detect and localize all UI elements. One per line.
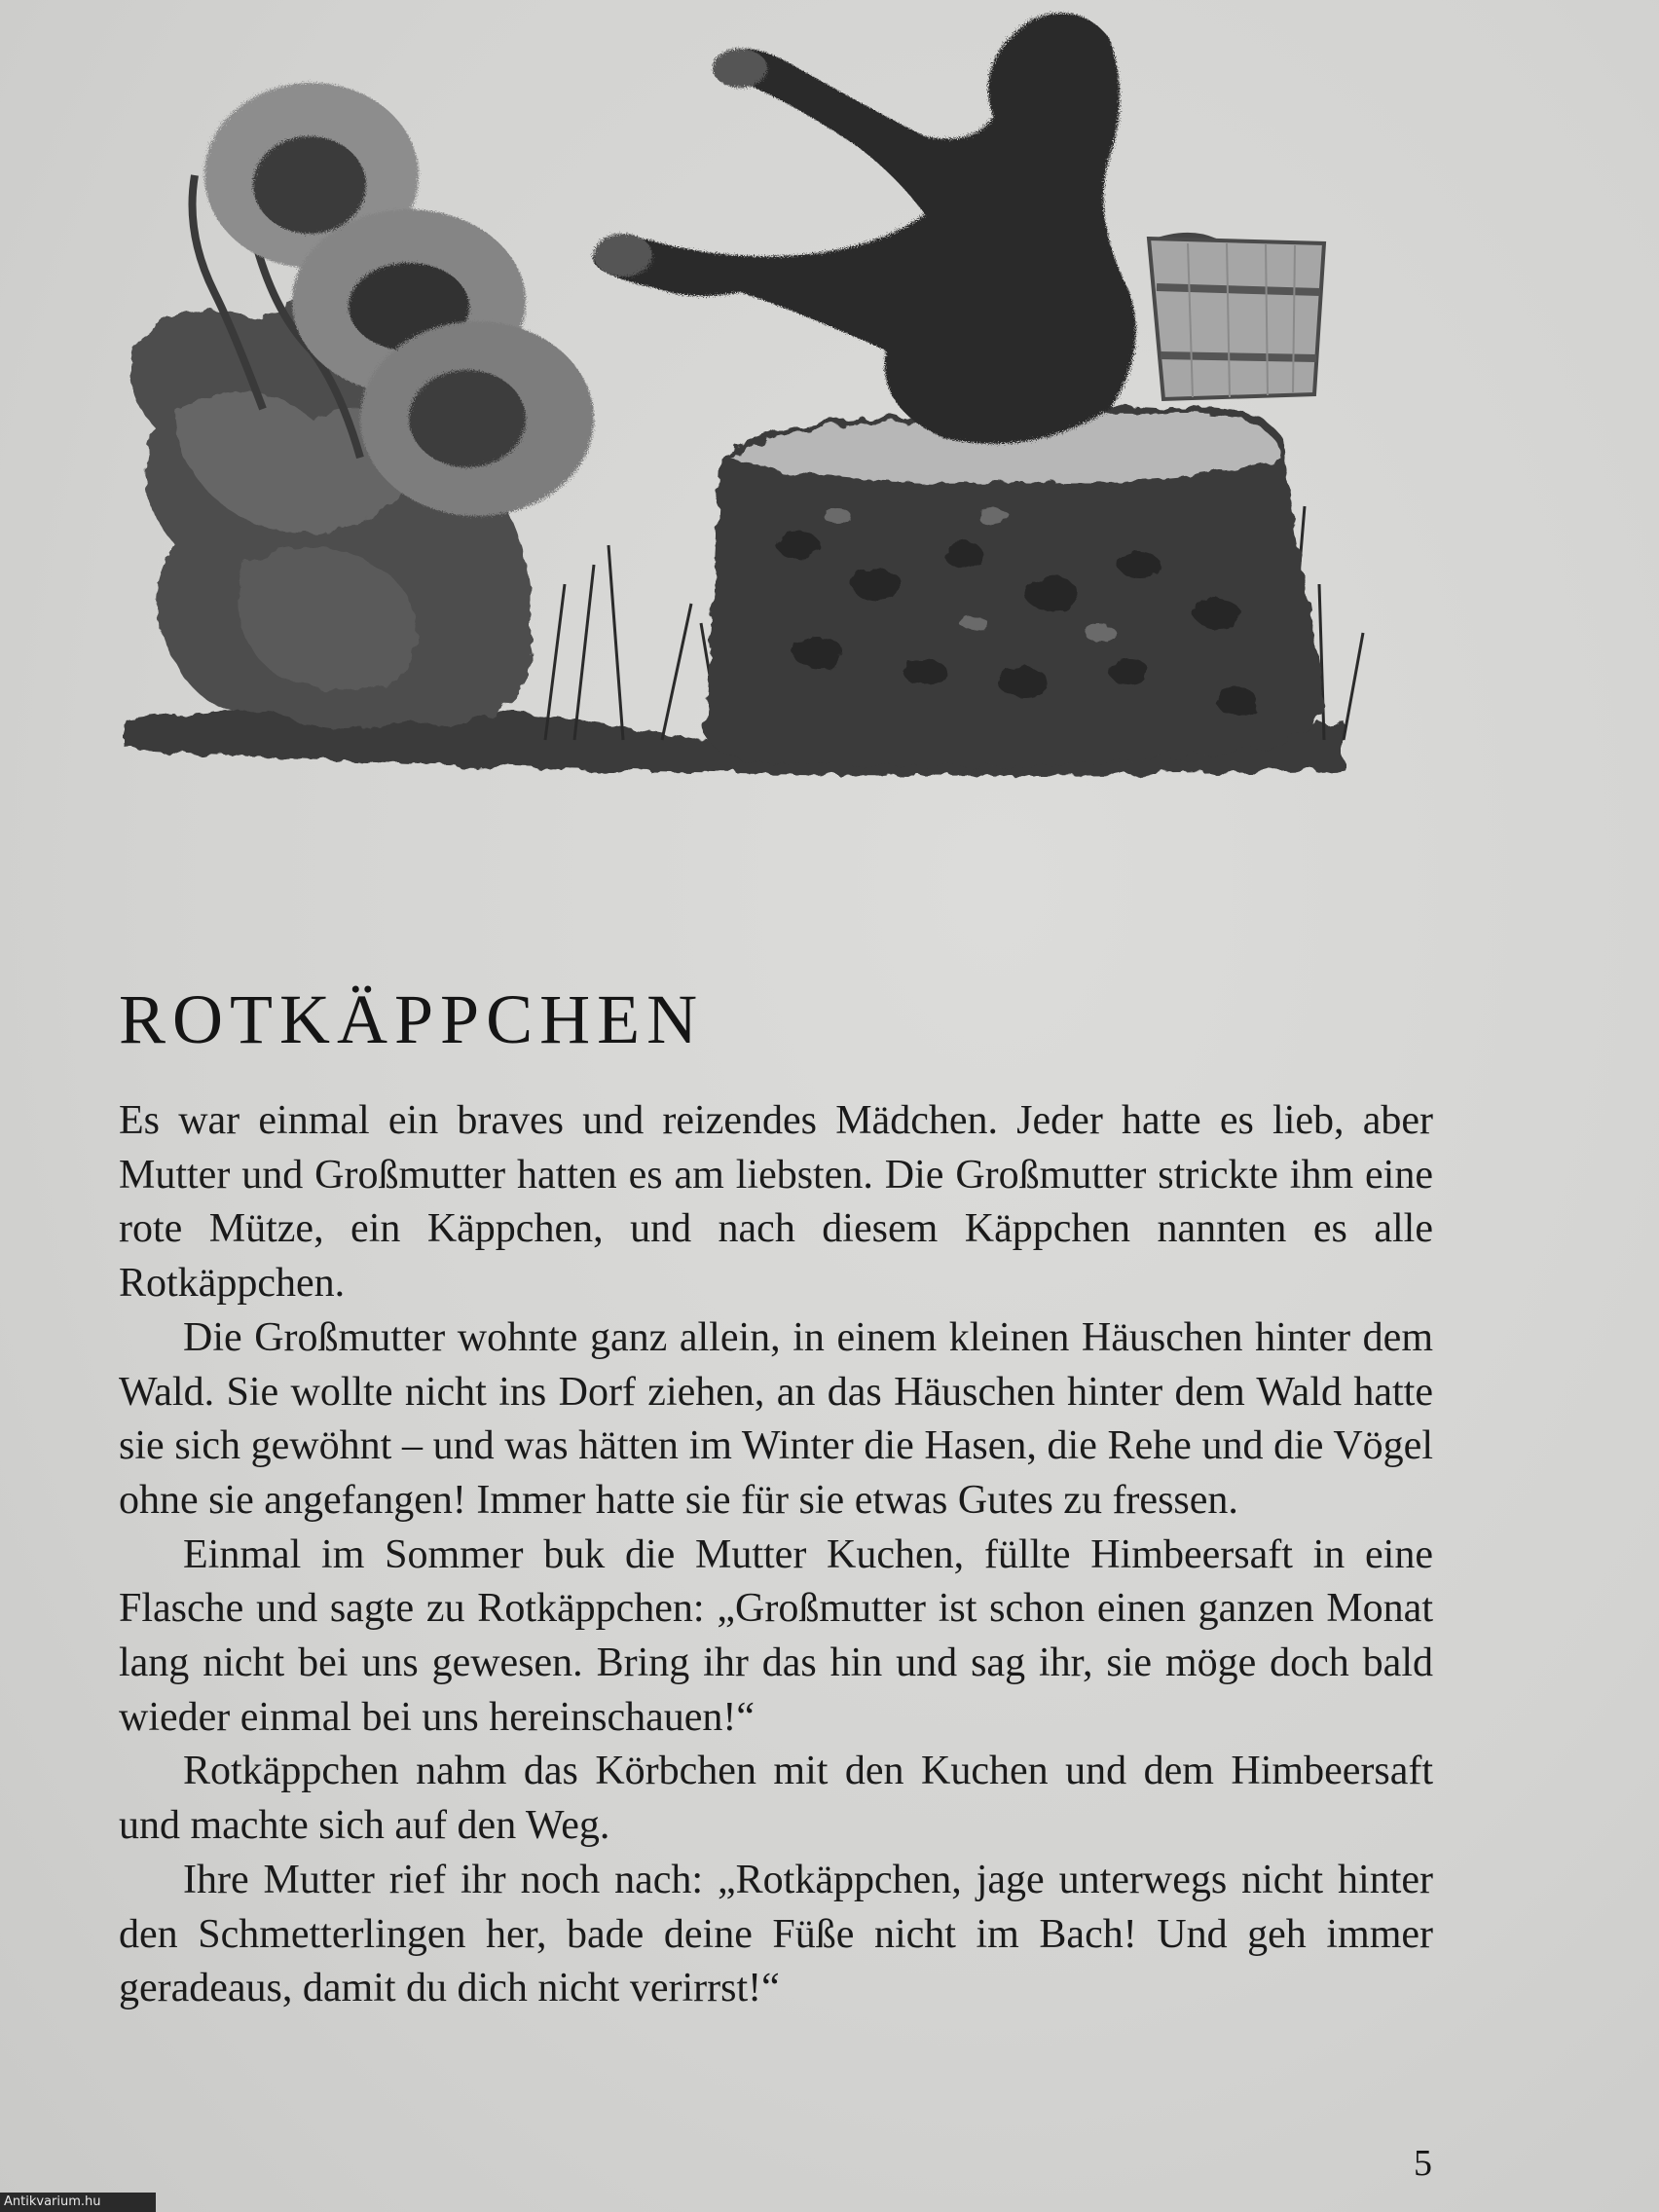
paragraph-3: Einmal im Sommer buk die Mutter Kuchen, füllte Himbeersaft in eine Flasche und sagte zu Rotkäppchen: „Großmutter ist schon einen ganzen Monat lang nicht bei uns gewesen. Bring ihr das hin und sag ihr, sie möge doch bald wieder einmal bei uns hereinschauen!“ <box>119 1531 1433 1740</box>
tree-stump <box>705 406 1324 767</box>
paragraph-4: Rotkäppchen nahm das Körbchen mit den Kuchen und dem Himbeersaft und machte sich auf den Weg. <box>119 1749 1433 1849</box>
bear-cub <box>593 13 1136 443</box>
story-title: ROTKÄPPCHEN <box>119 980 705 1059</box>
watermark: Antikvarium.hu <box>0 2193 156 2212</box>
paragraph-1: Es war einmal ein braves und reizendes Mädchen. Jeder hatte es lieb, aber Mutter und Großmutter hatten es am liebsten. Die Großmutter strickte ihm eine rote Mütze, ein Käppchen, und nach diesem Käppchen nannten es alle Rotkäppchen. <box>119 1098 1433 1307</box>
bucket <box>1149 236 1324 399</box>
page-number: 5 <box>1414 2143 1432 2184</box>
paragraph-5: Ihre Mutter rief ihr noch nach: „Rotkäppchen, jage unterwegs nicht hinter den Schmetterlingen her, bade deine Füße nicht im Bach! Und geh immer geradeaus, damit du dich nicht verirrst!“ <box>119 1857 1433 2011</box>
story-text <box>119 1094 1433 2016</box>
bear-on-stump-illustration <box>117 0 1441 789</box>
paragraph-2: Die Großmutter wohnte ganz allein, in einem kleinen Häuschen hinter dem Wald. Sie wollte nicht ins Dorf ziehen, an das Häuschen hinter dem Wald hatte sie sich gewöhnt – und was hätten im Winter die Hasen, die Rehe und die Vögel ohne sie angefangen! Immer hatte sie für sie etwas Gutes zu fressen. <box>119 1314 1433 1523</box>
